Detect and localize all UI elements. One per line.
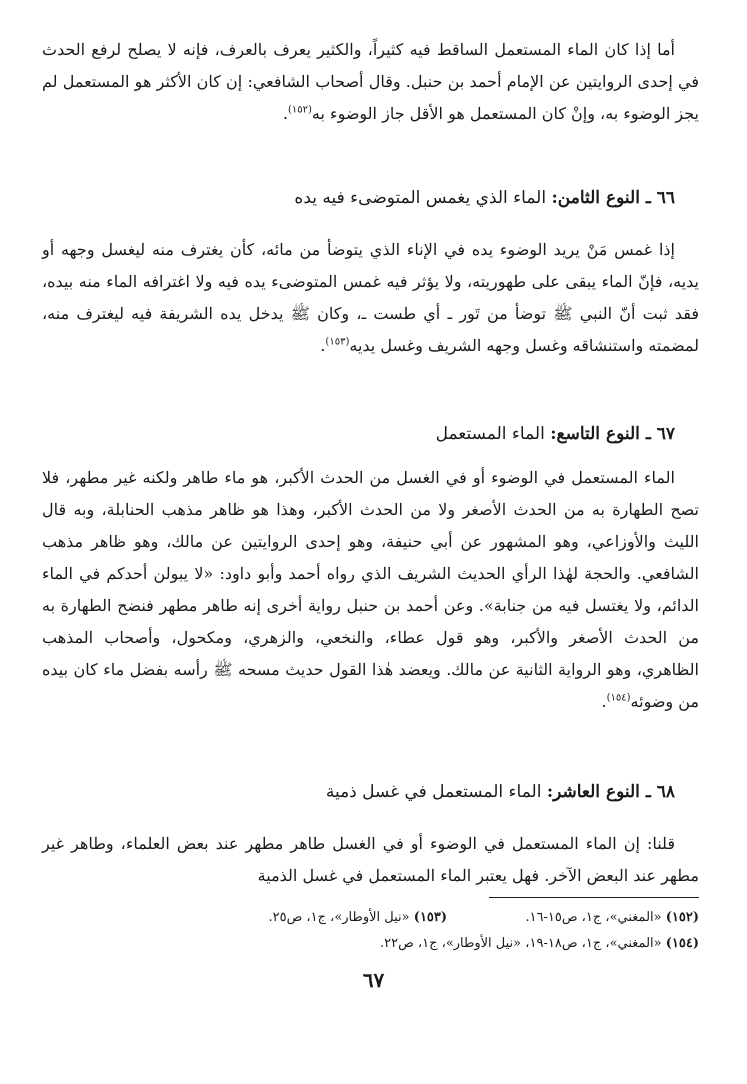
heading-66-number-title: ٦٦ ـ النوع الثامن:	[551, 188, 675, 208]
footnote-divider	[489, 897, 699, 898]
heading-68-title: الماء المستعمل في غسل ذمية	[325, 782, 542, 802]
paragraph-3-text: الماء المستعمل في الوضوء أو في الغسل من الحدث الأكبر، هو ماء طاهر ولكنه غير مطهر، فلا تصح الطهارة به من الحدث الأصغر ولا من الحدث الأكبر، وهذا هو ظاهر مذهب الحنابلة، وبه قال الليث والأوزاعي، وهو المشهور عن أبي حنيفة، وهو إحدى الروايتين عن مالك، وهو ظاهر مذهب الشافعي. والحجة لهٰذا الرأي الحديث الشريف الذي رواه أحمد وأبو داود: «لا يبولن أحدكم في الماء الدائم، ولا يغتسل فيه من جنابة». وعن أحمد بن حنبل رواية أخرى إنه طاهر مطهر فنضح الطهارة به من الحدث الأصغر والأكبر، وهو قول عطاء، والنخعي، والزهري، ومكحول، وأصحاب المذهب الظاهري، وهو الرواية الثانية عن مالك. ويعضد هٰذا القول حديث مسحه ﷺ رأسه بفضل ماء كان بيده من وضوئه	[42, 468, 699, 711]
footnote-153-text: «نيل الأوطار»، ج١، ص٢٥.	[268, 910, 410, 925]
page-number: ٦٧	[362, 968, 385, 992]
footnote-line-2	[42, 931, 699, 957]
paragraph-2: إذا غمس مَنْ يريد الوضوء يده في الإناء الذي يتوضأ من مائه، كأن يغترف منه ليغسل وجهه أو يديه، فإنّ الماء يبقى على طهوريته، ولا يؤثر فيه غمس المتوضىء يده فيه ولا اغترافه الماء منه بيده، فقد ثبت أنّ النبي ﷺ توضأ من تَور ـ أي طست ـ، وكان ﷺ يدخل يده الشريفة فيه ليغترف منه، لمضمته واستنشاقه وغسل وجهه الشريف وغسل يديه$^{(١٥٣)}$.	[42, 240, 699, 355]
paragraph-3: الماء المستعمل في الوضوء أو في الغسل من الحدث الأكبر، هو ماء طاهر ولكنه غير مطهر، فلا تصح الطهارة به من الحدث الأصغر ولا من الحدث الأكبر، وهذا هو ظاهر مذهب الحنابلة، وبه قال الليث والأوزاعي، وهو المشهور عن أبي حنيفة، وهو إحدى الروايتين عن مالك، وهو ظاهر مذهب الشافعي. والحجة لهٰذا الرأي الحديث الشريف الذي رواه أحمد وأبو داود: «لا يبولن أحدكم في الماء الدائم، ولا يغتسل فيه من جنابة». وعن أحمد بن حنبل رواية أخرى إنه طاهر مطهر فنضح الطهارة به من الحدث الأصغر والأكبر، وهو قول عطاء، والنخعي، والزهري، ومكحول، وأصحاب المذهب الظاهري، وهو الرواية الثانية عن مالك. ويعضد هٰذا القول حديث مسحه ﷺ رأسه بفضل ماء كان بيده من وضوئه$^{(١٥٤)}$.	[42, 468, 699, 711]
heading-67-number-title: ٦٧ ـ النوع التاسع:	[550, 424, 675, 444]
footnote-154-text: «المغني»، ج١، ص١٨-١٩، «نيل الأوطار»، ج١، ص٢٢.	[379, 936, 662, 951]
paragraph-4-text: قلنا: إن الماء المستعمل في الوضوء أو في الغسل طاهر مطهر عند بعض العلماء، وطاهر غير مطهر عند البعض الآخر. فهل يعتبر الماء المستعمل في غسل الذمية	[42, 834, 699, 885]
footnote-152-text: «المغني»، ج١، ص١٥-١٦.	[525, 910, 662, 925]
section-heading-66	[42, 182, 699, 214]
footnote-line-1	[42, 905, 699, 931]
heading-68-number-title: ٦٨ ـ النوع العاشر:	[546, 782, 675, 802]
paragraph-2-text: إذا غمس مَنْ يريد الوضوء يده في الإناء الذي يتوضأ من مائه، كأن يغترف منه ليغسل وجهه أو يديه، فإنّ الماء يبقى على طهوريته، ولا يؤثر فيه غمس المتوضىء يده فيه ولا اغترافه الماء منه بيده، فقد ثبت أنّ النبي ﷺ توضأ من تَور ـ أي طست ـ، وكان ﷺ يدخل يده الشريفة فيه ليغترف منه، لمضمته واستنشاقه وغسل وجهه الشريف وغسل يديه	[42, 240, 699, 355]
paragraph-1-text: أما إذا كان الماء المستعمل الساقط فيه كثيراً، والكثير يعرف بالعرف، فإنه لا يصلح لرفع الحدث في إحدى الروايتين عن الإمام أحمد بن حنبل. وقال أصحاب الشافعي: إن كان الأكثر هو المستعمل لم يجز الوضوء به، وإنْ كان المستعمل هو الأقل جاز الوضوء به	[42, 40, 699, 123]
paragraph-4	[42, 828, 699, 892]
footnote-153-number: (١٥٣)	[413, 910, 448, 925]
footnotes	[42, 905, 699, 957]
footnote-152-number: (١٥٢)	[665, 910, 699, 925]
section-heading-67	[42, 418, 699, 450]
footnote-ref-153: (١٥٣)	[325, 336, 350, 348]
footnote-154-number: (١٥٤)	[665, 936, 699, 951]
footnote-ref-154: (١٥٤)	[606, 692, 631, 704]
footnote-ref-152: (١٥٢)	[287, 104, 312, 116]
heading-66-title: الماء الذي يغمس المتوضىء فيه يده	[294, 188, 547, 208]
section-heading-68	[42, 776, 699, 808]
heading-67-title: الماء المستعمل	[435, 424, 545, 444]
paragraph-1: أما إذا كان الماء المستعمل الساقط فيه كثيراً، والكثير يعرف بالعرف، فإنه لا يصلح لرفع الحدث في إحدى الروايتين عن الإمام أحمد بن حنبل. وقال أصحاب الشافعي: إن كان الأكثر هو المستعمل لم يجز الوضوء به، وإنْ كان المستعمل هو الأقل جاز الوضوء به$^{(١٥٢)}$.	[42, 40, 699, 123]
